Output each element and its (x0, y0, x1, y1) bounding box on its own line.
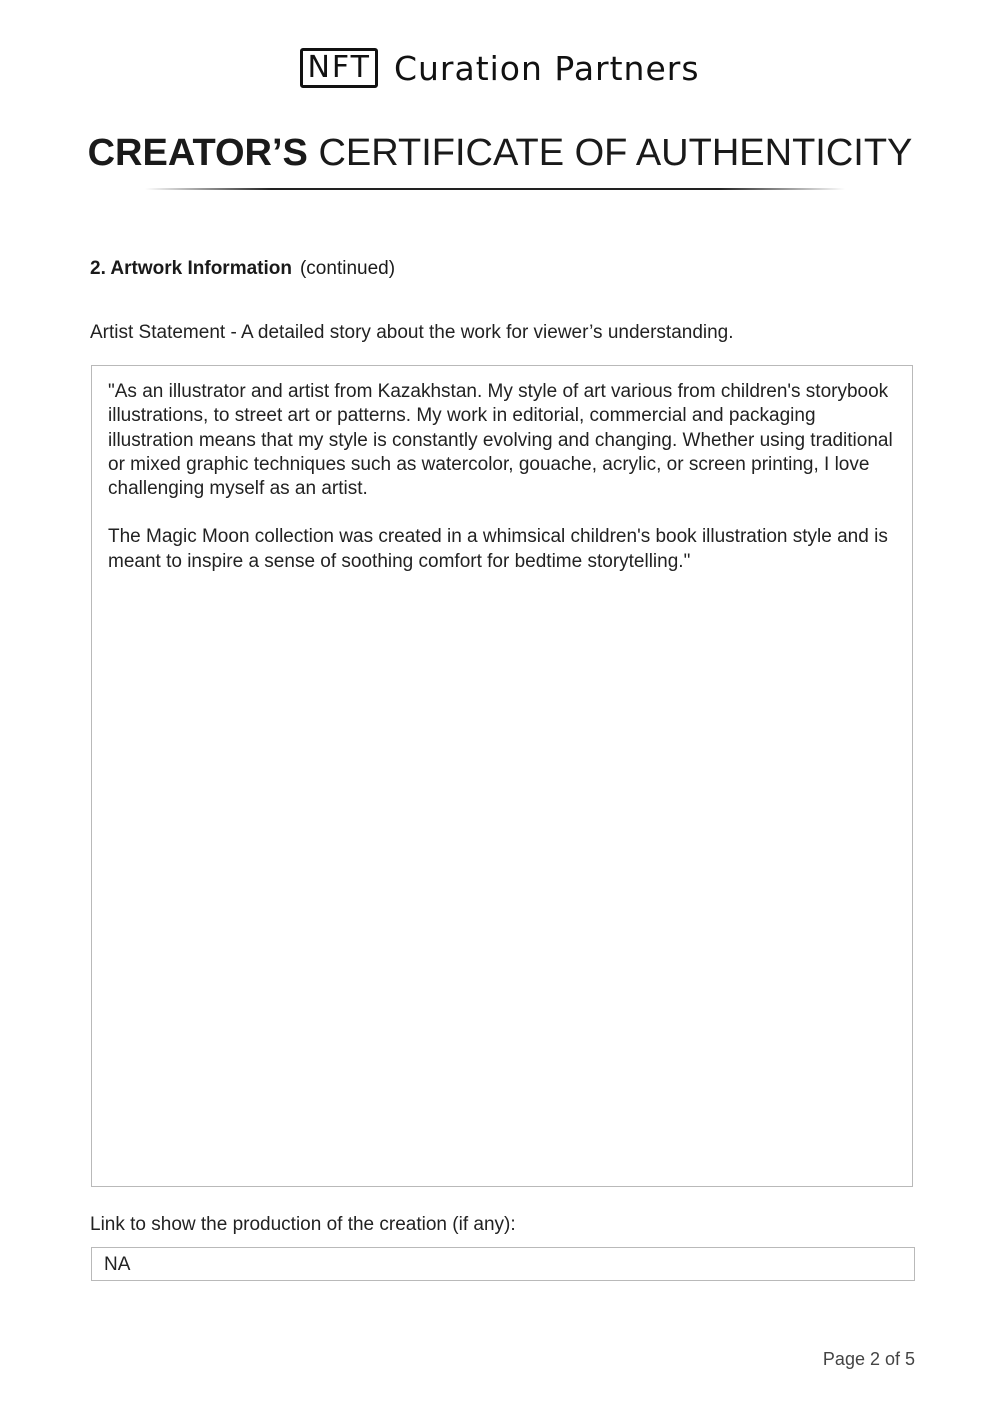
brand-logo (0, 48, 1000, 88)
production-link-label: Link to show the production of the creation (if any): (90, 1214, 516, 1235)
page-title-bold: CREATOR’S (87, 132, 308, 174)
brand-name: Curation Partners (393, 48, 700, 88)
title-divider (145, 188, 845, 190)
artist-statement-paragraph-2: The Magic Moon collection was created in a whimsical children's book illustration style and is meant to inspire a sense of soothing comfort for bedtime storytelling." (108, 526, 888, 572)
page-title (0, 130, 1000, 176)
page-number: Page 2 of 5 (822, 1349, 915, 1369)
artist-statement-paragraph-1: "As an illustrator and artist from Kazakhstan. My style of art various from children's storybook illustrations, to street art or patterns. My work in editorial, commercial and packaging illustration means that my style is constantly evolving and changing. Whether using traditional or mixed graphic techniques such as watercolor, gouache, acrylic, or screen printing, I love challenging myself as an artist. (108, 381, 893, 500)
production-link-field[interactable]: NA (91, 1247, 915, 1281)
section-heading (90, 257, 395, 281)
artist-statement-field[interactable] (91, 365, 913, 1187)
page-title-light: CERTIFICATE OF AUTHENTICITY (318, 132, 913, 174)
nft-logo-mark: NFT (300, 48, 378, 88)
section-heading-title: 2. Artwork Information (90, 258, 292, 279)
artist-statement-label: Artist Statement - A detailed story about the work for viewer’s understanding. (90, 322, 734, 343)
section-heading-suffix: (continued) (299, 258, 396, 279)
